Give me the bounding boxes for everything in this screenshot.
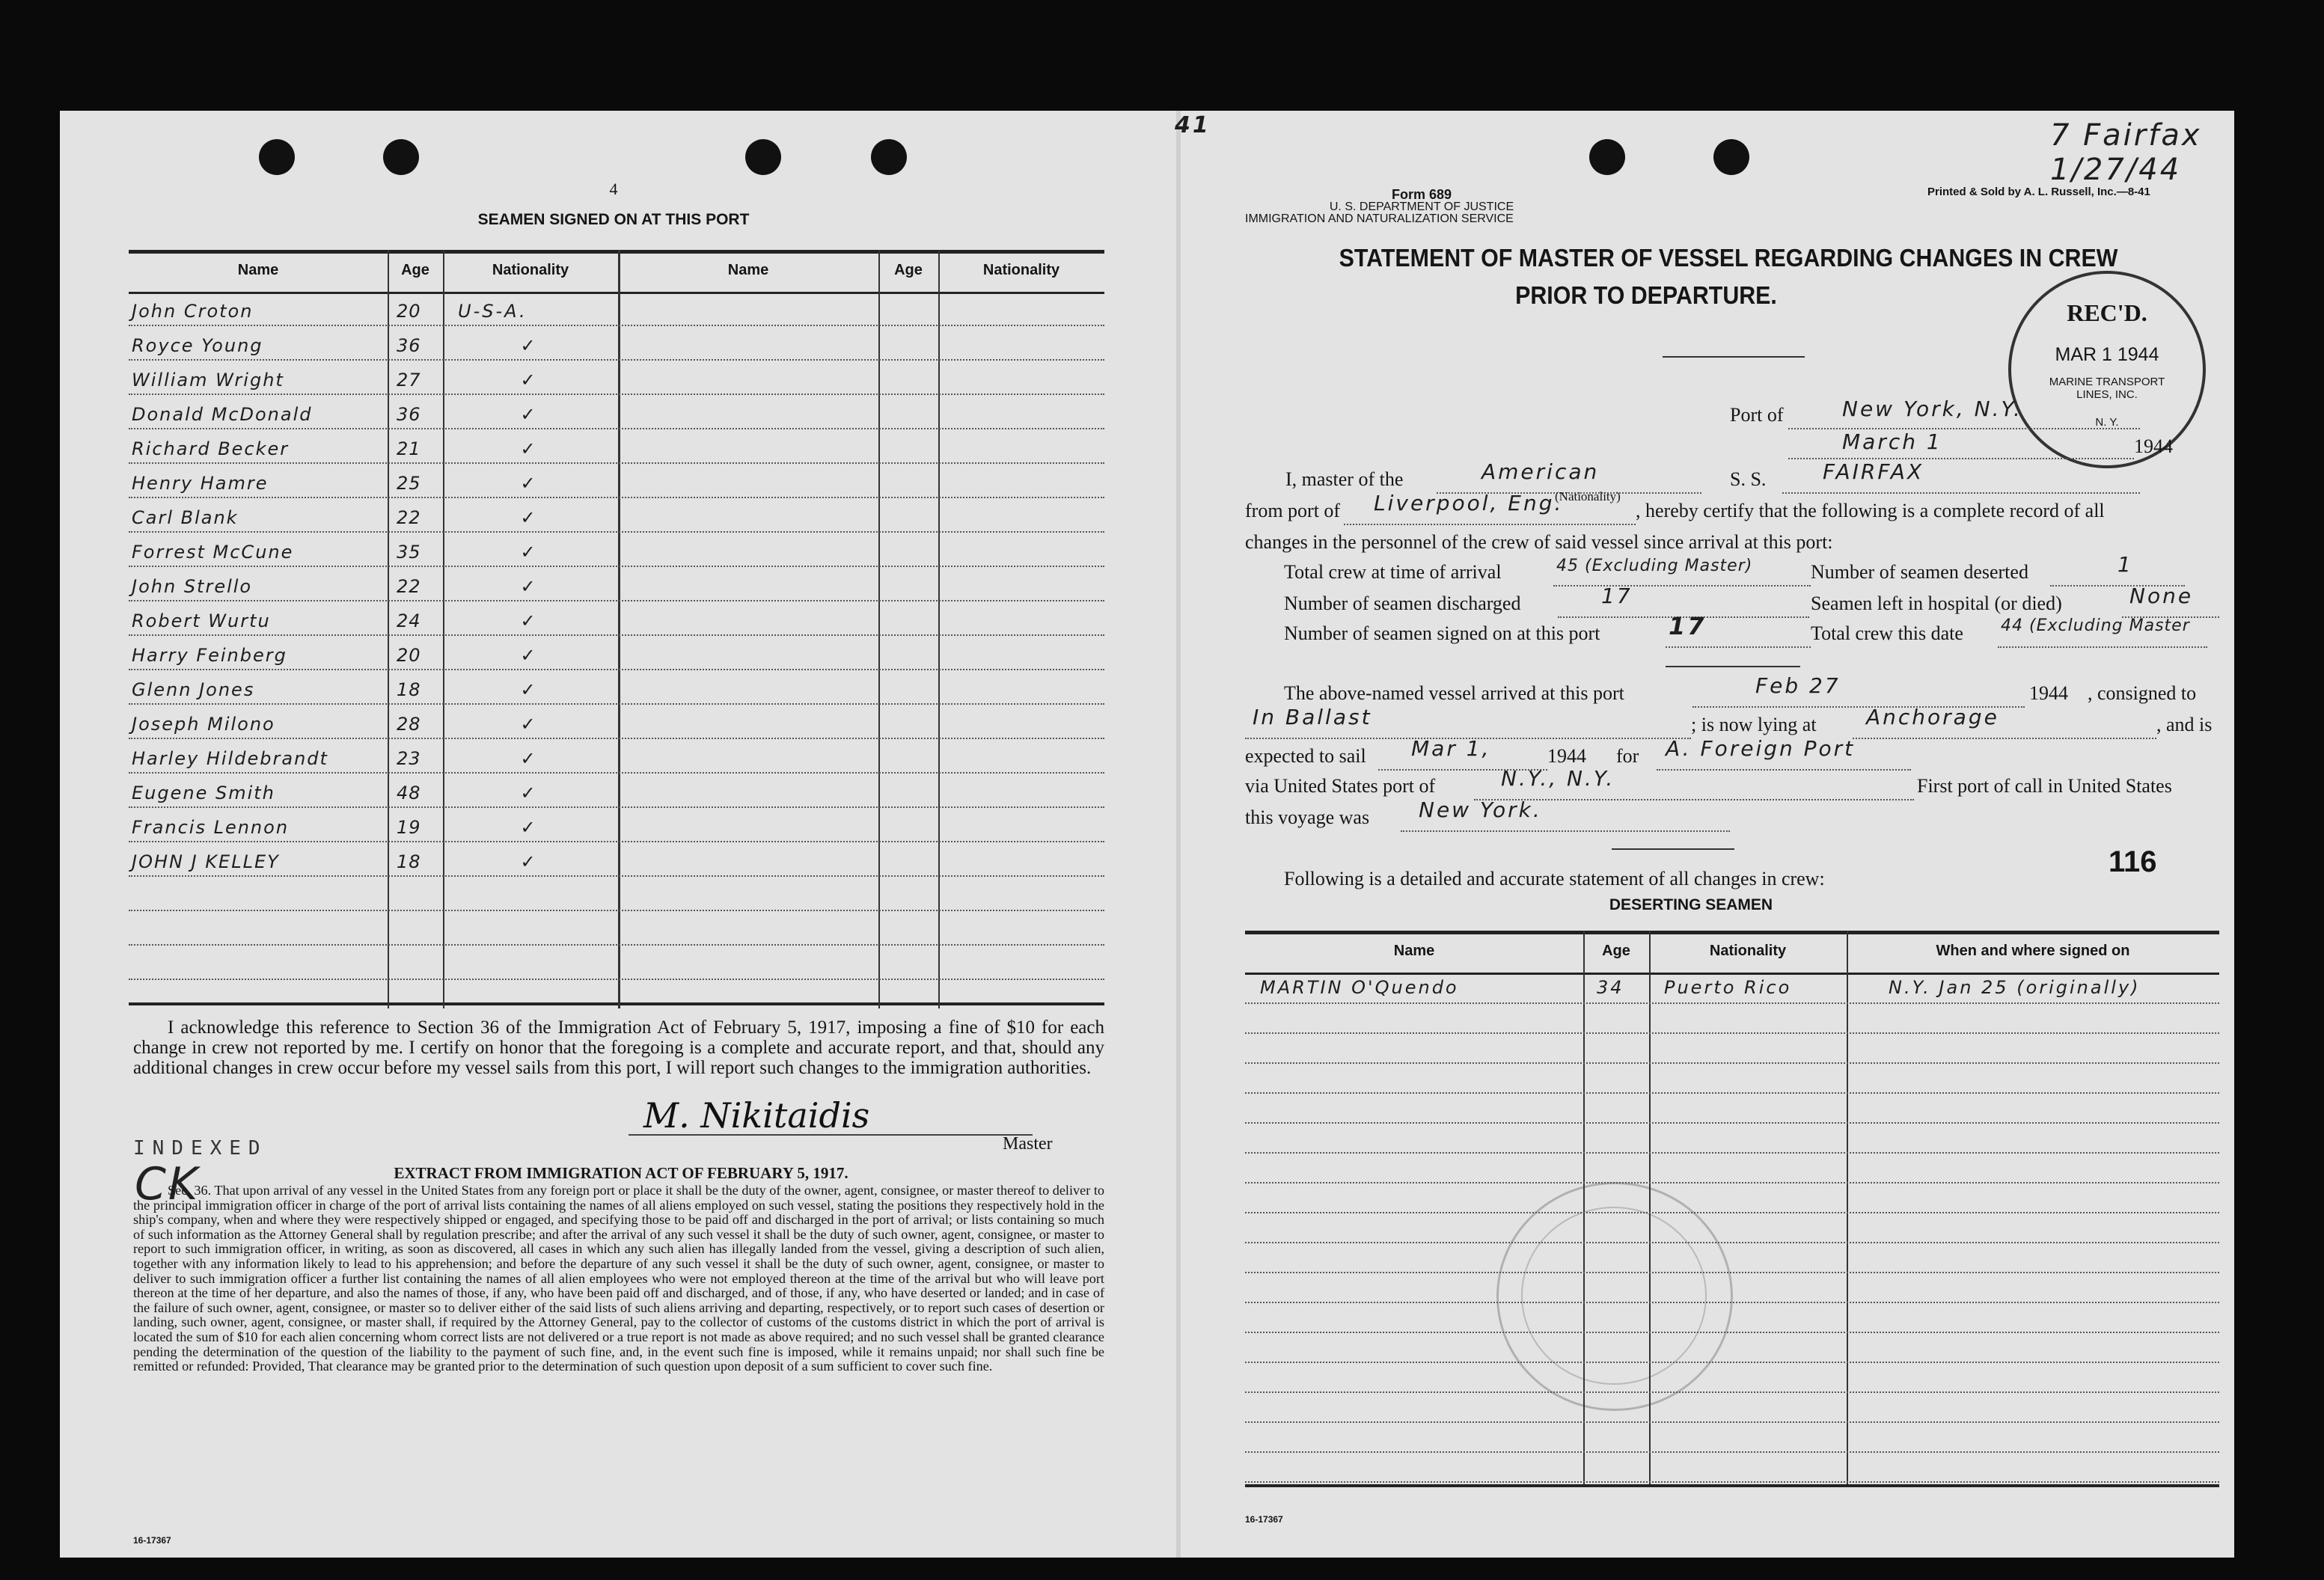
signature-line	[629, 1134, 1033, 1136]
crew-age: 25	[397, 473, 421, 494]
expected-value: Mar 1,	[1411, 736, 1491, 761]
deserted-value: 1	[2117, 552, 2133, 577]
acknowledgement-text: I acknowledge this reference to Section 36 of the Immigration Act of February 5, 1917, imposing a fine of $10 for each change in crew not reported by me. I certify on honor that the foregoing is a complete and accurate report, and that, should any additional changes in crew occur before my vessel sails from this port, I will report such changes to the immigration authorities.	[133, 1017, 1104, 1078]
dcol-nationality: Nationality	[1709, 943, 1787, 959]
row-rule	[129, 738, 1104, 739]
row-rule	[129, 497, 1104, 498]
crew-nationality: ✓	[520, 645, 538, 666]
top-handwriting: 7 Fairfax 1/27/44	[2050, 118, 2202, 187]
crew-nationality: ✓	[520, 542, 538, 563]
crew-name: Harry Feinberg	[132, 645, 287, 666]
total-crew-arrival-value: 45 (Excluding Master)	[1556, 557, 1753, 575]
certify-text: , hereby certify that the following is a complete record of all	[1636, 500, 2105, 521]
crew-age: 24	[397, 610, 421, 631]
right-form-code: 16-17367	[1245, 1514, 1283, 1525]
row-rule	[129, 703, 1104, 705]
crew-age: 22	[397, 507, 421, 528]
crew-nationality: ✓	[520, 576, 538, 597]
crew-nationality: ✓	[520, 748, 538, 769]
expected-label: expected to sail	[1245, 745, 1366, 767]
crew-age: 22	[397, 576, 421, 597]
crew-age: 20	[397, 301, 421, 322]
form-title-line2: PRIOR TO DEPARTURE.	[1515, 281, 1777, 309]
master-of-label: I, master of the	[1285, 468, 1404, 490]
crew-name: Joseph Milono	[132, 714, 275, 735]
printer-credit: Printed & Sold by A. L. Russell, Inc.—8-41	[1927, 186, 2150, 198]
row-rule	[1245, 1002, 2219, 1004]
crew-name: Eugene Smith	[132, 783, 275, 803]
section-rule	[1612, 848, 1734, 850]
row-rule	[1245, 1391, 2219, 1393]
crew-nationality: ✓	[520, 714, 538, 735]
discharged-label: Number of seamen discharged	[1284, 592, 1521, 614]
for-label: for	[1616, 745, 1639, 767]
row-rule	[129, 875, 1104, 877]
row-rule	[129, 359, 1104, 361]
row-rule	[1245, 1212, 2219, 1213]
via-value: N.Y., N.Y.	[1501, 766, 1615, 791]
lying-label: ; is now lying at	[1691, 714, 1817, 735]
deserter-signed-on: N.Y. Jan 25 (originally)	[1889, 977, 2141, 998]
row-rule	[1245, 1362, 2219, 1363]
from-port-label: from port of	[1245, 500, 1341, 521]
extract-text: Sec. 36. That upon arrival of any vessel in the United States from any foreign port or place it shall be the duty of the owner, agent, consignee, or master thereof to deliver to the principal immigration officer in charge of the port of arrival lists containing the names of all aliens employed on such vessel, stating the positions they respectively hold in the ship's company, when and where they were respectively shipped or engaged, and specifying those to be paid off and discharged in the port of arrival; or lists containing so much of such information as the Attorney General shall by regulation prescribe; and after the arrival of any such vessel it shall be the duty of such owner, agent, consignee, or master to report to such immigration officer, in writing, as soon as discovered, all cases in which any such alien has illegally landed from the vessel, giving a description of such alien, together with any information likely to lead to his apprehension; and before the departure of any such vessel it shall be the duty of such owner, agent, consignee, or master to deliver to such immigration officer a further list containing the names of all alien employees who were not employed thereon at the time of the arrival but who will leave port thereon at the time of her departure, and also the names of those, if any, who have been paid off and discharged, and of those, if any, who have deserted or landed; and in case of the failure of such owner, agent, consignee, or master so to deliver either of the said lists of such aliens arriving and departing, respectively, or to report such cases of desertion or landing, such owner, agent, consignee, or master shall, if required by the Attorney General, pay to the collector of customs of the customs district in which the port of arrival is located the sum of $10 for each alien concerning whom correct lists are not delivered or a true report is not made as above required; and no such vessel shall be granted clearance pending the determination of the question of the liability to the payment of such fine, and, in the event such fine is imposed, while it remains unpaid; nor shall such fine be remitted or refunded: Provided, That clearance may be granted prior to the determination of such question upon deposit of a sum sufficient to cover such fine.	[133, 1183, 1104, 1374]
stamp-date: MAR 1 1944	[2055, 344, 2159, 365]
stamp-city: N. Y.	[2095, 416, 2119, 429]
arrived-year: 1944	[2029, 682, 2068, 704]
crew-age: 48	[397, 783, 421, 803]
lying-value: Anchorage	[1866, 705, 1999, 729]
row-rule	[129, 394, 1104, 395]
crew-nationality: ✓	[520, 370, 538, 391]
row-rule	[129, 600, 1104, 601]
signed-on-value: 17	[1669, 612, 1707, 640]
dcol-age: Age	[1602, 943, 1630, 959]
row-rule	[129, 841, 1104, 842]
left-heading: SEAMEN SIGNED ON AT THIS PORT	[477, 211, 750, 228]
crew-age: 18	[397, 851, 421, 872]
dcol-name: Name	[1393, 943, 1435, 959]
crew-nationality: ✓	[520, 783, 538, 803]
crew-age: 36	[397, 404, 421, 425]
total-crew-date-value: 44 (Excluding Master	[2001, 616, 2190, 635]
seamen-signed-on-table	[129, 250, 1104, 1008]
punch-hole	[383, 139, 419, 175]
row-rule	[1245, 1451, 2219, 1453]
consigned-label: , consigned to	[2088, 682, 2197, 704]
crew-nationality: ✓	[520, 438, 538, 459]
expected-year: 1944	[1547, 745, 1586, 767]
crew-nationality: ✓	[520, 404, 538, 425]
crew-nationality: U-S-A.	[458, 301, 528, 322]
consigned-value: In Ballast	[1253, 705, 1372, 729]
nationality-caption: (Nationality)	[1555, 489, 1621, 503]
row-rule	[1245, 1062, 2219, 1064]
row-rule	[1245, 1182, 2219, 1184]
extract-title: EXTRACT FROM IMMIGRATION ACT OF FEBRUARY 5, 1917.	[394, 1164, 848, 1182]
from-port-value: Liverpool, Eng.	[1374, 491, 1564, 515]
signature: M. Nikitaidis	[643, 1095, 870, 1136]
nationality-value: American	[1481, 459, 1600, 484]
row-rule	[1245, 1152, 2219, 1154]
row-rule	[129, 428, 1104, 429]
date-value: March 1	[1842, 429, 1942, 454]
stamp-title: REC'D.	[2067, 299, 2147, 326]
crew-nationality: ✓	[520, 817, 538, 838]
row-rule	[129, 806, 1104, 808]
title-rule	[1663, 356, 1805, 358]
deserter-nationality: Puerto Rico	[1664, 977, 1792, 998]
punch-hole	[745, 139, 781, 175]
punch-hole	[1713, 139, 1749, 175]
row-rule	[1245, 1272, 2219, 1273]
row-rule	[1245, 1421, 2219, 1423]
crew-nationality: ✓	[520, 610, 538, 631]
crew-age: 27	[397, 370, 421, 391]
arrived-value: Feb 27	[1755, 673, 1841, 698]
department: U. S. DEPARTMENT OF JUSTICE	[1329, 200, 1514, 213]
punch-hole	[1589, 139, 1625, 175]
row-rule	[129, 566, 1104, 567]
date-field	[1788, 435, 2134, 459]
crew-name: JOHN J KELLEY	[132, 851, 280, 872]
crew-age: 20	[397, 645, 421, 666]
crew-name: Harley Hildebrandt	[132, 748, 328, 769]
col-nationality: Nationality	[492, 262, 569, 278]
port-value: New York, N.Y.	[1842, 396, 2022, 421]
crew-age: 36	[397, 335, 421, 356]
crew-name: Richard Becker	[132, 438, 290, 459]
hospital-label: Seamen left in hospital (or died)	[1811, 592, 2062, 614]
discharged-value: 17	[1601, 584, 1633, 608]
crew-name: Donald McDonald	[132, 404, 313, 425]
crew-name: Glenn Jones	[132, 679, 255, 700]
form-number: Form 689	[1391, 187, 1452, 202]
row-rule	[129, 944, 1104, 946]
first-port-label: First port of call in United States	[1917, 775, 2172, 797]
crew-name: Robert Wurtu	[132, 610, 271, 631]
via-label: via United States port of	[1245, 775, 1436, 797]
vessel-value: FAIRFAX	[1823, 459, 1924, 484]
arrived-label: The above-named vessel arrived at this port	[1284, 682, 1624, 704]
page-code: 116	[2109, 845, 2157, 878]
deserter-name: MARTIN O'Quendo	[1260, 977, 1459, 998]
voyage-label: this voyage was	[1245, 806, 1370, 828]
top-mark: 41	[1175, 112, 1211, 138]
crew-name: Forrest McCune	[132, 542, 294, 563]
row-rule	[1245, 1481, 2219, 1483]
col-name: Name	[237, 262, 279, 278]
for-value: A. Foreign Port	[1666, 736, 1856, 761]
col-nationality-2: Nationality	[982, 262, 1060, 278]
crew-nationality: ✓	[520, 679, 538, 700]
total-crew-arrival-label: Total crew at time of arrival	[1284, 561, 1502, 583]
row-rule	[129, 669, 1104, 670]
stamp-org: MARINE TRANSPORT LINES, INC.	[2049, 376, 2165, 401]
ss-label: S. S.	[1730, 468, 1767, 490]
crew-name: John Croton	[132, 301, 254, 322]
row-rule	[1245, 1092, 2219, 1094]
form-title-line1: STATEMENT OF MASTER OF VESSEL REGARDING CHANGES IN CREW	[1339, 244, 2118, 272]
crew-nationality: ✓	[520, 851, 538, 872]
row-rule	[129, 979, 1104, 980]
crew-name: Francis Lennon	[132, 817, 290, 838]
row-rule	[1245, 1122, 2219, 1124]
crew-nationality: ✓	[520, 507, 538, 528]
arrived-field	[1692, 682, 2025, 708]
following-text: Following is a detailed and accurate statement of all changes in crew:	[1284, 868, 1825, 889]
date-year: 1944	[2134, 435, 2173, 457]
row-rule	[129, 910, 1104, 911]
dcol-signed-on: When and where signed on	[1936, 943, 2130, 959]
page-number: 4	[609, 180, 618, 198]
row-rule	[1245, 1032, 2219, 1034]
page-fold	[1176, 111, 1181, 1558]
master-label: Master	[1003, 1134, 1053, 1154]
crew-name: Carl Blank	[132, 507, 239, 528]
crew-age: 18	[397, 679, 421, 700]
total-crew-date-label: Total crew this date	[1811, 622, 1963, 644]
crew-name: John Strello	[132, 576, 253, 597]
col-age-2: Age	[894, 262, 923, 278]
crew-nationality: ✓	[520, 335, 538, 356]
deserting-heading: DESERTING SEAMEN	[1609, 896, 1773, 913]
crew-age: 28	[397, 714, 421, 735]
crew-nationality: ✓	[520, 473, 538, 494]
row-rule	[129, 462, 1104, 464]
voyage-value: New York.	[1419, 797, 1542, 822]
col-name-2: Name	[727, 262, 769, 278]
service: IMMIGRATION AND NATURALIZATION SERVICE	[1245, 212, 1514, 225]
signed-on-label: Number of seamen signed on at this port	[1284, 622, 1600, 644]
indexed-initials: CK	[135, 1158, 201, 1210]
crew-age: 23	[397, 748, 421, 769]
port-label: Port of	[1730, 404, 1784, 426]
punch-hole	[871, 139, 907, 175]
deserted-label: Number of seamen deserted	[1811, 561, 2028, 583]
col-age: Age	[401, 262, 429, 278]
certify-text-2: changes in the personnel of the crew of said vessel since arrival at this port:	[1245, 531, 1833, 553]
row-rule	[1245, 1302, 2219, 1303]
totals-rule	[1666, 666, 1800, 667]
row-rule	[129, 531, 1104, 533]
punch-hole	[259, 139, 295, 175]
deserting-table	[1245, 931, 2219, 1484]
left-form-code: 16-17367	[133, 1535, 171, 1546]
crew-name: Henry Hamre	[132, 473, 269, 494]
indexed-stamp: INDEXED	[133, 1137, 268, 1160]
hospital-value: None	[2129, 584, 2194, 608]
row-rule	[1245, 1332, 2219, 1333]
crew-age: 19	[397, 817, 421, 838]
and-is-label: , and is	[2156, 714, 2213, 735]
row-rule	[129, 634, 1104, 636]
crew-age: 21	[397, 438, 421, 459]
crew-name: William Wright	[132, 370, 284, 391]
deserter-age: 34	[1597, 977, 1624, 998]
crew-name: Royce Young	[132, 335, 263, 356]
row-rule	[129, 325, 1104, 326]
row-rule	[1245, 1242, 2219, 1243]
row-rule	[129, 772, 1104, 774]
crew-age: 35	[397, 542, 421, 563]
